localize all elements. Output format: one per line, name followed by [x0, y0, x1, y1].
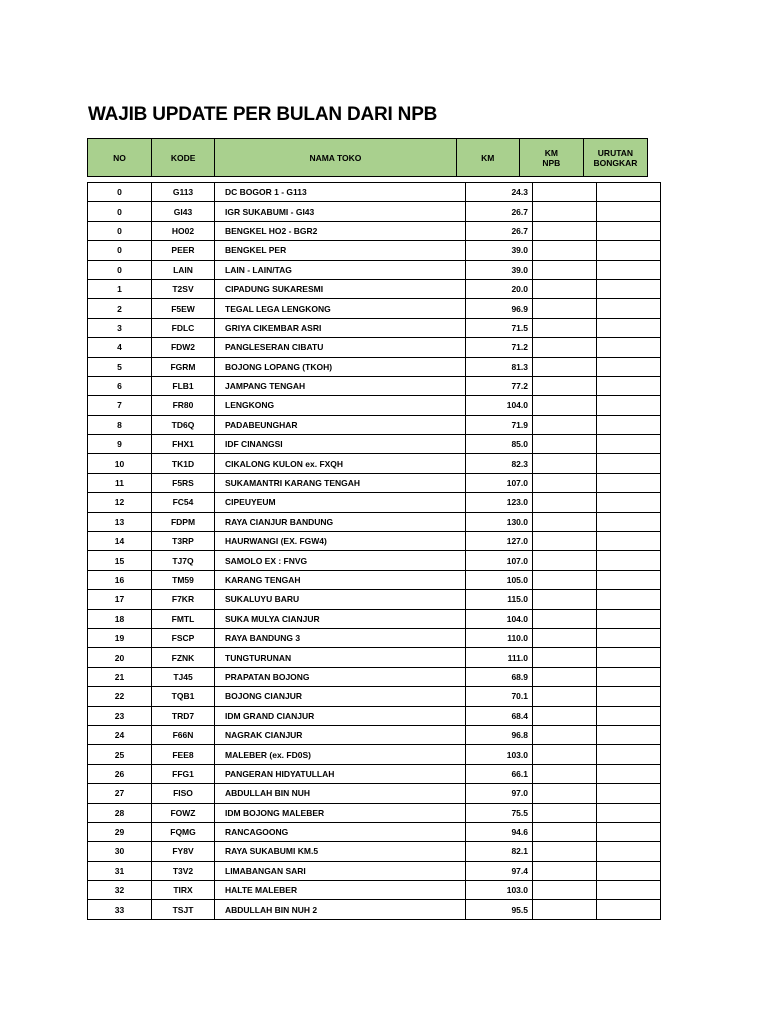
- cell-km-npb: [533, 338, 597, 357]
- cell-kode: FHX1: [152, 435, 215, 454]
- cell-kode: T2SV: [152, 279, 215, 298]
- cell-no: 0: [88, 221, 152, 240]
- cell-km: 85.0: [466, 435, 533, 454]
- cell-no: 14: [88, 532, 152, 551]
- cell-km-npb: [533, 202, 597, 221]
- cell-nama-toko: TUNGTURUNAN: [215, 648, 466, 667]
- cell-nama-toko: BENGKEL PER: [215, 241, 466, 260]
- cell-km: 66.1: [466, 764, 533, 783]
- cell-no: 10: [88, 454, 152, 473]
- table-row: [88, 667, 661, 686]
- cell-urutan-bongkar: [597, 609, 661, 628]
- table-row: [88, 415, 661, 434]
- cell-km-npb: [533, 260, 597, 279]
- cell-urutan-bongkar: [597, 745, 661, 764]
- cell-km: 77.2: [466, 376, 533, 395]
- cell-km: 68.4: [466, 706, 533, 725]
- cell-nama-toko: SAMOLO EX : FNVG: [215, 551, 466, 570]
- cell-urutan-bongkar: [597, 784, 661, 803]
- cell-nama-toko: IDM BOJONG MALEBER: [215, 803, 466, 822]
- cell-urutan-bongkar: [597, 299, 661, 318]
- cell-km: 105.0: [466, 570, 533, 589]
- cell-km: 107.0: [466, 551, 533, 570]
- cell-urutan-bongkar: [597, 415, 661, 434]
- cell-km: 103.0: [466, 881, 533, 900]
- cell-nama-toko: RAYA BANDUNG 3: [215, 628, 466, 647]
- cell-urutan-bongkar: [597, 221, 661, 240]
- cell-kode: T3RP: [152, 532, 215, 551]
- cell-nama-toko: KARANG TENGAH: [215, 570, 466, 589]
- cell-nama-toko: HALTE MALEBER: [215, 881, 466, 900]
- cell-km-npb: [533, 687, 597, 706]
- table-row: [88, 221, 661, 240]
- header-km-npb-line1: KM: [544, 147, 558, 158]
- cell-urutan-bongkar: [597, 706, 661, 725]
- cell-km: 97.4: [466, 861, 533, 880]
- cell-km-npb: [533, 803, 597, 822]
- table-row: [88, 338, 661, 357]
- cell-nama-toko: ABDULLAH BIN NUH: [215, 784, 466, 803]
- table-row: [88, 784, 661, 803]
- cell-kode: FOWZ: [152, 803, 215, 822]
- cell-km-npb: [533, 376, 597, 395]
- cell-no: 29: [88, 822, 152, 841]
- table-row: [88, 532, 661, 551]
- table-row: [88, 376, 661, 395]
- cell-urutan-bongkar: [597, 396, 661, 415]
- cell-no: 2: [88, 299, 152, 318]
- cell-km-npb: [533, 551, 597, 570]
- cell-urutan-bongkar: [597, 512, 661, 531]
- cell-km-npb: [533, 299, 597, 318]
- cell-nama-toko: LENGKONG: [215, 396, 466, 415]
- cell-urutan-bongkar: [597, 435, 661, 454]
- cell-km-npb: [533, 784, 597, 803]
- cell-kode: FY8V: [152, 842, 215, 861]
- cell-urutan-bongkar: [597, 493, 661, 512]
- cell-urutan-bongkar: [597, 241, 661, 260]
- cell-km-npb: [533, 861, 597, 880]
- cell-km-npb: [533, 706, 597, 725]
- cell-nama-toko: PADABEUNGHAR: [215, 415, 466, 434]
- cell-no: 9: [88, 435, 152, 454]
- cell-nama-toko: RAYA CIANJUR BANDUNG: [215, 512, 466, 531]
- cell-no: 27: [88, 784, 152, 803]
- table-row: [88, 687, 661, 706]
- store-table: [87, 182, 661, 920]
- header-km-npb-line2: NPB: [542, 157, 561, 168]
- cell-kode: TJ7Q: [152, 551, 215, 570]
- cell-urutan-bongkar: [597, 725, 661, 744]
- cell-km: 71.2: [466, 338, 533, 357]
- cell-kode: FMTL: [152, 609, 215, 628]
- cell-urutan-bongkar: [597, 667, 661, 686]
- cell-kode: FQMG: [152, 822, 215, 841]
- cell-urutan-bongkar: [597, 687, 661, 706]
- cell-km: 75.5: [466, 803, 533, 822]
- cell-no: 31: [88, 861, 152, 880]
- cell-km-npb: [533, 183, 597, 202]
- cell-urutan-bongkar: [597, 842, 661, 861]
- cell-km: 39.0: [466, 260, 533, 279]
- table-row: [88, 725, 661, 744]
- cell-km: 81.3: [466, 357, 533, 376]
- cell-km: 115.0: [466, 590, 533, 609]
- cell-urutan-bongkar: [597, 648, 661, 667]
- cell-kode: TRD7: [152, 706, 215, 725]
- cell-kode: FLB1: [152, 376, 215, 395]
- cell-urutan-bongkar: [597, 473, 661, 492]
- cell-kode: TK1D: [152, 454, 215, 473]
- table-row: [88, 881, 661, 900]
- cell-no: 12: [88, 493, 152, 512]
- table-row: [88, 260, 661, 279]
- table-row: [88, 822, 661, 841]
- cell-no: 15: [88, 551, 152, 570]
- cell-nama-toko: SUKAMANTRI KARANG TENGAH: [215, 473, 466, 492]
- cell-km: 24.3: [466, 183, 533, 202]
- cell-nama-toko: MALEBER (ex. FD0S): [215, 745, 466, 764]
- cell-urutan-bongkar: [597, 202, 661, 221]
- cell-no: 25: [88, 745, 152, 764]
- table-row: [88, 512, 661, 531]
- cell-km-npb: [533, 609, 597, 628]
- cell-no: 11: [88, 473, 152, 492]
- cell-km: 26.7: [466, 221, 533, 240]
- cell-nama-toko: BOJONG CIANJUR: [215, 687, 466, 706]
- cell-urutan-bongkar: [597, 551, 661, 570]
- cell-nama-toko: ABDULLAH BIN NUH 2: [215, 900, 466, 919]
- cell-kode: FSCP: [152, 628, 215, 647]
- cell-no: 24: [88, 725, 152, 744]
- header-nama-toko: NAMA TOKO: [215, 139, 456, 177]
- cell-nama-toko: BOJONG LOPANG (TKOH): [215, 357, 466, 376]
- cell-km: 82.3: [466, 454, 533, 473]
- cell-km: 123.0: [466, 493, 533, 512]
- cell-kode: FISO: [152, 784, 215, 803]
- cell-kode: PEER: [152, 241, 215, 260]
- cell-no: 33: [88, 900, 152, 919]
- cell-km-npb: [533, 241, 597, 260]
- table-row: [88, 570, 661, 589]
- cell-km: 97.0: [466, 784, 533, 803]
- cell-km: 70.1: [466, 687, 533, 706]
- cell-no: 0: [88, 202, 152, 221]
- cell-kode: G113: [152, 183, 215, 202]
- cell-km: 104.0: [466, 396, 533, 415]
- cell-no: 5: [88, 357, 152, 376]
- cell-km: 111.0: [466, 648, 533, 667]
- cell-urutan-bongkar: [597, 590, 661, 609]
- cell-km-npb: [533, 454, 597, 473]
- cell-nama-toko: CIPEUYEUM: [215, 493, 466, 512]
- cell-no: 26: [88, 764, 152, 783]
- cell-kode: TIRX: [152, 881, 215, 900]
- cell-km-npb: [533, 764, 597, 783]
- cell-kode: FFG1: [152, 764, 215, 783]
- cell-km: 39.0: [466, 241, 533, 260]
- cell-no: 32: [88, 881, 152, 900]
- header-km-npb: [519, 139, 583, 177]
- cell-no: 8: [88, 415, 152, 434]
- cell-no: 18: [88, 609, 152, 628]
- cell-no: 3: [88, 318, 152, 337]
- cell-urutan-bongkar: [597, 318, 661, 337]
- cell-km-npb: [533, 842, 597, 861]
- cell-kode: T3V2: [152, 861, 215, 880]
- cell-km-npb: [533, 648, 597, 667]
- cell-kode: FC54: [152, 493, 215, 512]
- cell-km: 94.6: [466, 822, 533, 841]
- cell-nama-toko: PANGERAN HIDYATULLAH: [215, 764, 466, 783]
- table-row: [88, 609, 661, 628]
- cell-no: 0: [88, 183, 152, 202]
- cell-nama-toko: RANCAGOONG: [215, 822, 466, 841]
- table-row: [88, 396, 661, 415]
- cell-nama-toko: CIPADUNG SUKARESMI: [215, 279, 466, 298]
- cell-urutan-bongkar: [597, 279, 661, 298]
- table-row: [88, 551, 661, 570]
- cell-urutan-bongkar: [597, 900, 661, 919]
- cell-kode: TM59: [152, 570, 215, 589]
- cell-km: 107.0: [466, 473, 533, 492]
- cell-km-npb: [533, 725, 597, 744]
- cell-urutan-bongkar: [597, 803, 661, 822]
- cell-km: 127.0: [466, 532, 533, 551]
- header-kode: KODE: [152, 139, 215, 177]
- table-row: [88, 803, 661, 822]
- cell-nama-toko: PRAPATAN BOJONG: [215, 667, 466, 686]
- cell-urutan-bongkar: [597, 532, 661, 551]
- cell-nama-toko: BENGKEL HO2 - BGR2: [215, 221, 466, 240]
- cell-no: 16: [88, 570, 152, 589]
- cell-km-npb: [533, 532, 597, 551]
- cell-kode: FDW2: [152, 338, 215, 357]
- cell-km: 68.9: [466, 667, 533, 686]
- cell-km-npb: [533, 357, 597, 376]
- cell-kode: F5RS: [152, 473, 215, 492]
- cell-urutan-bongkar: [597, 764, 661, 783]
- cell-kode: FDLC: [152, 318, 215, 337]
- cell-urutan-bongkar: [597, 338, 661, 357]
- cell-no: 0: [88, 260, 152, 279]
- cell-km: 96.8: [466, 725, 533, 744]
- cell-km: 26.7: [466, 202, 533, 221]
- header-urutan-line2: BONGKAR: [593, 157, 638, 168]
- header-urutan-line1: URUTAN: [597, 147, 634, 158]
- cell-urutan-bongkar: [597, 357, 661, 376]
- cell-nama-toko: IDM GRAND CIANJUR: [215, 706, 466, 725]
- cell-no: 28: [88, 803, 152, 822]
- cell-nama-toko: CIKALONG KULON ex. FXQH: [215, 454, 466, 473]
- cell-km-npb: [533, 822, 597, 841]
- cell-km-npb: [533, 745, 597, 764]
- cell-km: 71.5: [466, 318, 533, 337]
- cell-nama-toko: RAYA SUKABUMI KM.5: [215, 842, 466, 861]
- cell-kode: TD6Q: [152, 415, 215, 434]
- cell-km-npb: [533, 590, 597, 609]
- table-row: [88, 357, 661, 376]
- cell-nama-toko: LIMABANGAN SARI: [215, 861, 466, 880]
- cell-no: 23: [88, 706, 152, 725]
- cell-kode: TSJT: [152, 900, 215, 919]
- cell-km: 20.0: [466, 279, 533, 298]
- cell-km: 95.5: [466, 900, 533, 919]
- table-row: [88, 279, 661, 298]
- header-urutan-bongkar: [583, 139, 647, 177]
- cell-km-npb: [533, 221, 597, 240]
- cell-nama-toko: IDF CINANGSI: [215, 435, 466, 454]
- table-row: [88, 764, 661, 783]
- cell-km-npb: [533, 512, 597, 531]
- cell-km-npb: [533, 396, 597, 415]
- cell-no: 4: [88, 338, 152, 357]
- cell-km-npb: [533, 881, 597, 900]
- cell-kode: LAIN: [152, 260, 215, 279]
- table-row: [88, 241, 661, 260]
- cell-nama-toko: IGR SUKABUMI - GI43: [215, 202, 466, 221]
- cell-urutan-bongkar: [597, 861, 661, 880]
- table-row: [88, 318, 661, 337]
- table-row: [88, 299, 661, 318]
- table-header: [87, 138, 648, 177]
- cell-urutan-bongkar: [597, 570, 661, 589]
- cell-km-npb: [533, 628, 597, 647]
- cell-kode: FZNK: [152, 648, 215, 667]
- cell-urutan-bongkar: [597, 260, 661, 279]
- cell-nama-toko: GRIYA CIKEMBAR ASRI: [215, 318, 466, 337]
- cell-no: 21: [88, 667, 152, 686]
- cell-km-npb: [533, 318, 597, 337]
- table-row: [88, 183, 661, 202]
- cell-nama-toko: LAIN - LAIN/TAG: [215, 260, 466, 279]
- cell-km-npb: [533, 415, 597, 434]
- cell-no: 13: [88, 512, 152, 531]
- cell-km: 71.9: [466, 415, 533, 434]
- cell-kode: FEE8: [152, 745, 215, 764]
- cell-urutan-bongkar: [597, 822, 661, 841]
- cell-no: 30: [88, 842, 152, 861]
- table-row: [88, 706, 661, 725]
- table-row: [88, 435, 661, 454]
- cell-kode: TJ45: [152, 667, 215, 686]
- cell-km-npb: [533, 667, 597, 686]
- cell-nama-toko: DC BOGOR 1 - G113: [215, 183, 466, 202]
- store-table-body: [88, 183, 661, 920]
- cell-no: 1: [88, 279, 152, 298]
- table-row: [88, 202, 661, 221]
- cell-urutan-bongkar: [597, 183, 661, 202]
- cell-kode: FDPM: [152, 512, 215, 531]
- cell-no: 19: [88, 628, 152, 647]
- cell-km: 96.9: [466, 299, 533, 318]
- cell-kode: F5EW: [152, 299, 215, 318]
- table-row: [88, 745, 661, 764]
- cell-km: 130.0: [466, 512, 533, 531]
- cell-nama-toko: NAGRAK CIANJUR: [215, 725, 466, 744]
- cell-nama-toko: SUKA MULYA CIANJUR: [215, 609, 466, 628]
- cell-no: 17: [88, 590, 152, 609]
- table-row: [88, 861, 661, 880]
- cell-nama-toko: JAMPANG TENGAH: [215, 376, 466, 395]
- cell-km-npb: [533, 570, 597, 589]
- cell-km: 82.1: [466, 842, 533, 861]
- table-row: [88, 648, 661, 667]
- cell-urutan-bongkar: [597, 454, 661, 473]
- cell-no: 7: [88, 396, 152, 415]
- cell-km-npb: [533, 435, 597, 454]
- cell-no: 0: [88, 241, 152, 260]
- header-row: [88, 139, 648, 177]
- cell-kode: FR80: [152, 396, 215, 415]
- cell-km-npb: [533, 493, 597, 512]
- cell-nama-toko: HAURWANGI (EX. FGW4): [215, 532, 466, 551]
- table-row: [88, 590, 661, 609]
- table-row: [88, 493, 661, 512]
- table-row: [88, 900, 661, 919]
- cell-km-npb: [533, 279, 597, 298]
- table-row: [88, 454, 661, 473]
- header-km: KM: [456, 139, 519, 177]
- cell-urutan-bongkar: [597, 628, 661, 647]
- cell-nama-toko: PANGLESERAN CIBATU: [215, 338, 466, 357]
- cell-kode: TQB1: [152, 687, 215, 706]
- cell-kode: F66N: [152, 725, 215, 744]
- cell-nama-toko: TEGAL LEGA LENGKONG: [215, 299, 466, 318]
- cell-no: 22: [88, 687, 152, 706]
- table-row: [88, 473, 661, 492]
- cell-urutan-bongkar: [597, 881, 661, 900]
- cell-km: 103.0: [466, 745, 533, 764]
- cell-km-npb: [533, 900, 597, 919]
- table-row: [88, 842, 661, 861]
- cell-kode: F7KR: [152, 590, 215, 609]
- cell-kode: GI43: [152, 202, 215, 221]
- cell-nama-toko: SUKALUYU BARU: [215, 590, 466, 609]
- cell-km: 104.0: [466, 609, 533, 628]
- page-title: WAJIB UPDATE PER BULAN DARI NPB: [88, 104, 438, 125]
- header-no: NO: [88, 139, 152, 177]
- table-row: [88, 628, 661, 647]
- cell-kode: HO02: [152, 221, 215, 240]
- cell-no: 20: [88, 648, 152, 667]
- cell-urutan-bongkar: [597, 376, 661, 395]
- cell-km-npb: [533, 473, 597, 492]
- cell-kode: FGRM: [152, 357, 215, 376]
- cell-km: 110.0: [466, 628, 533, 647]
- cell-no: 6: [88, 376, 152, 395]
